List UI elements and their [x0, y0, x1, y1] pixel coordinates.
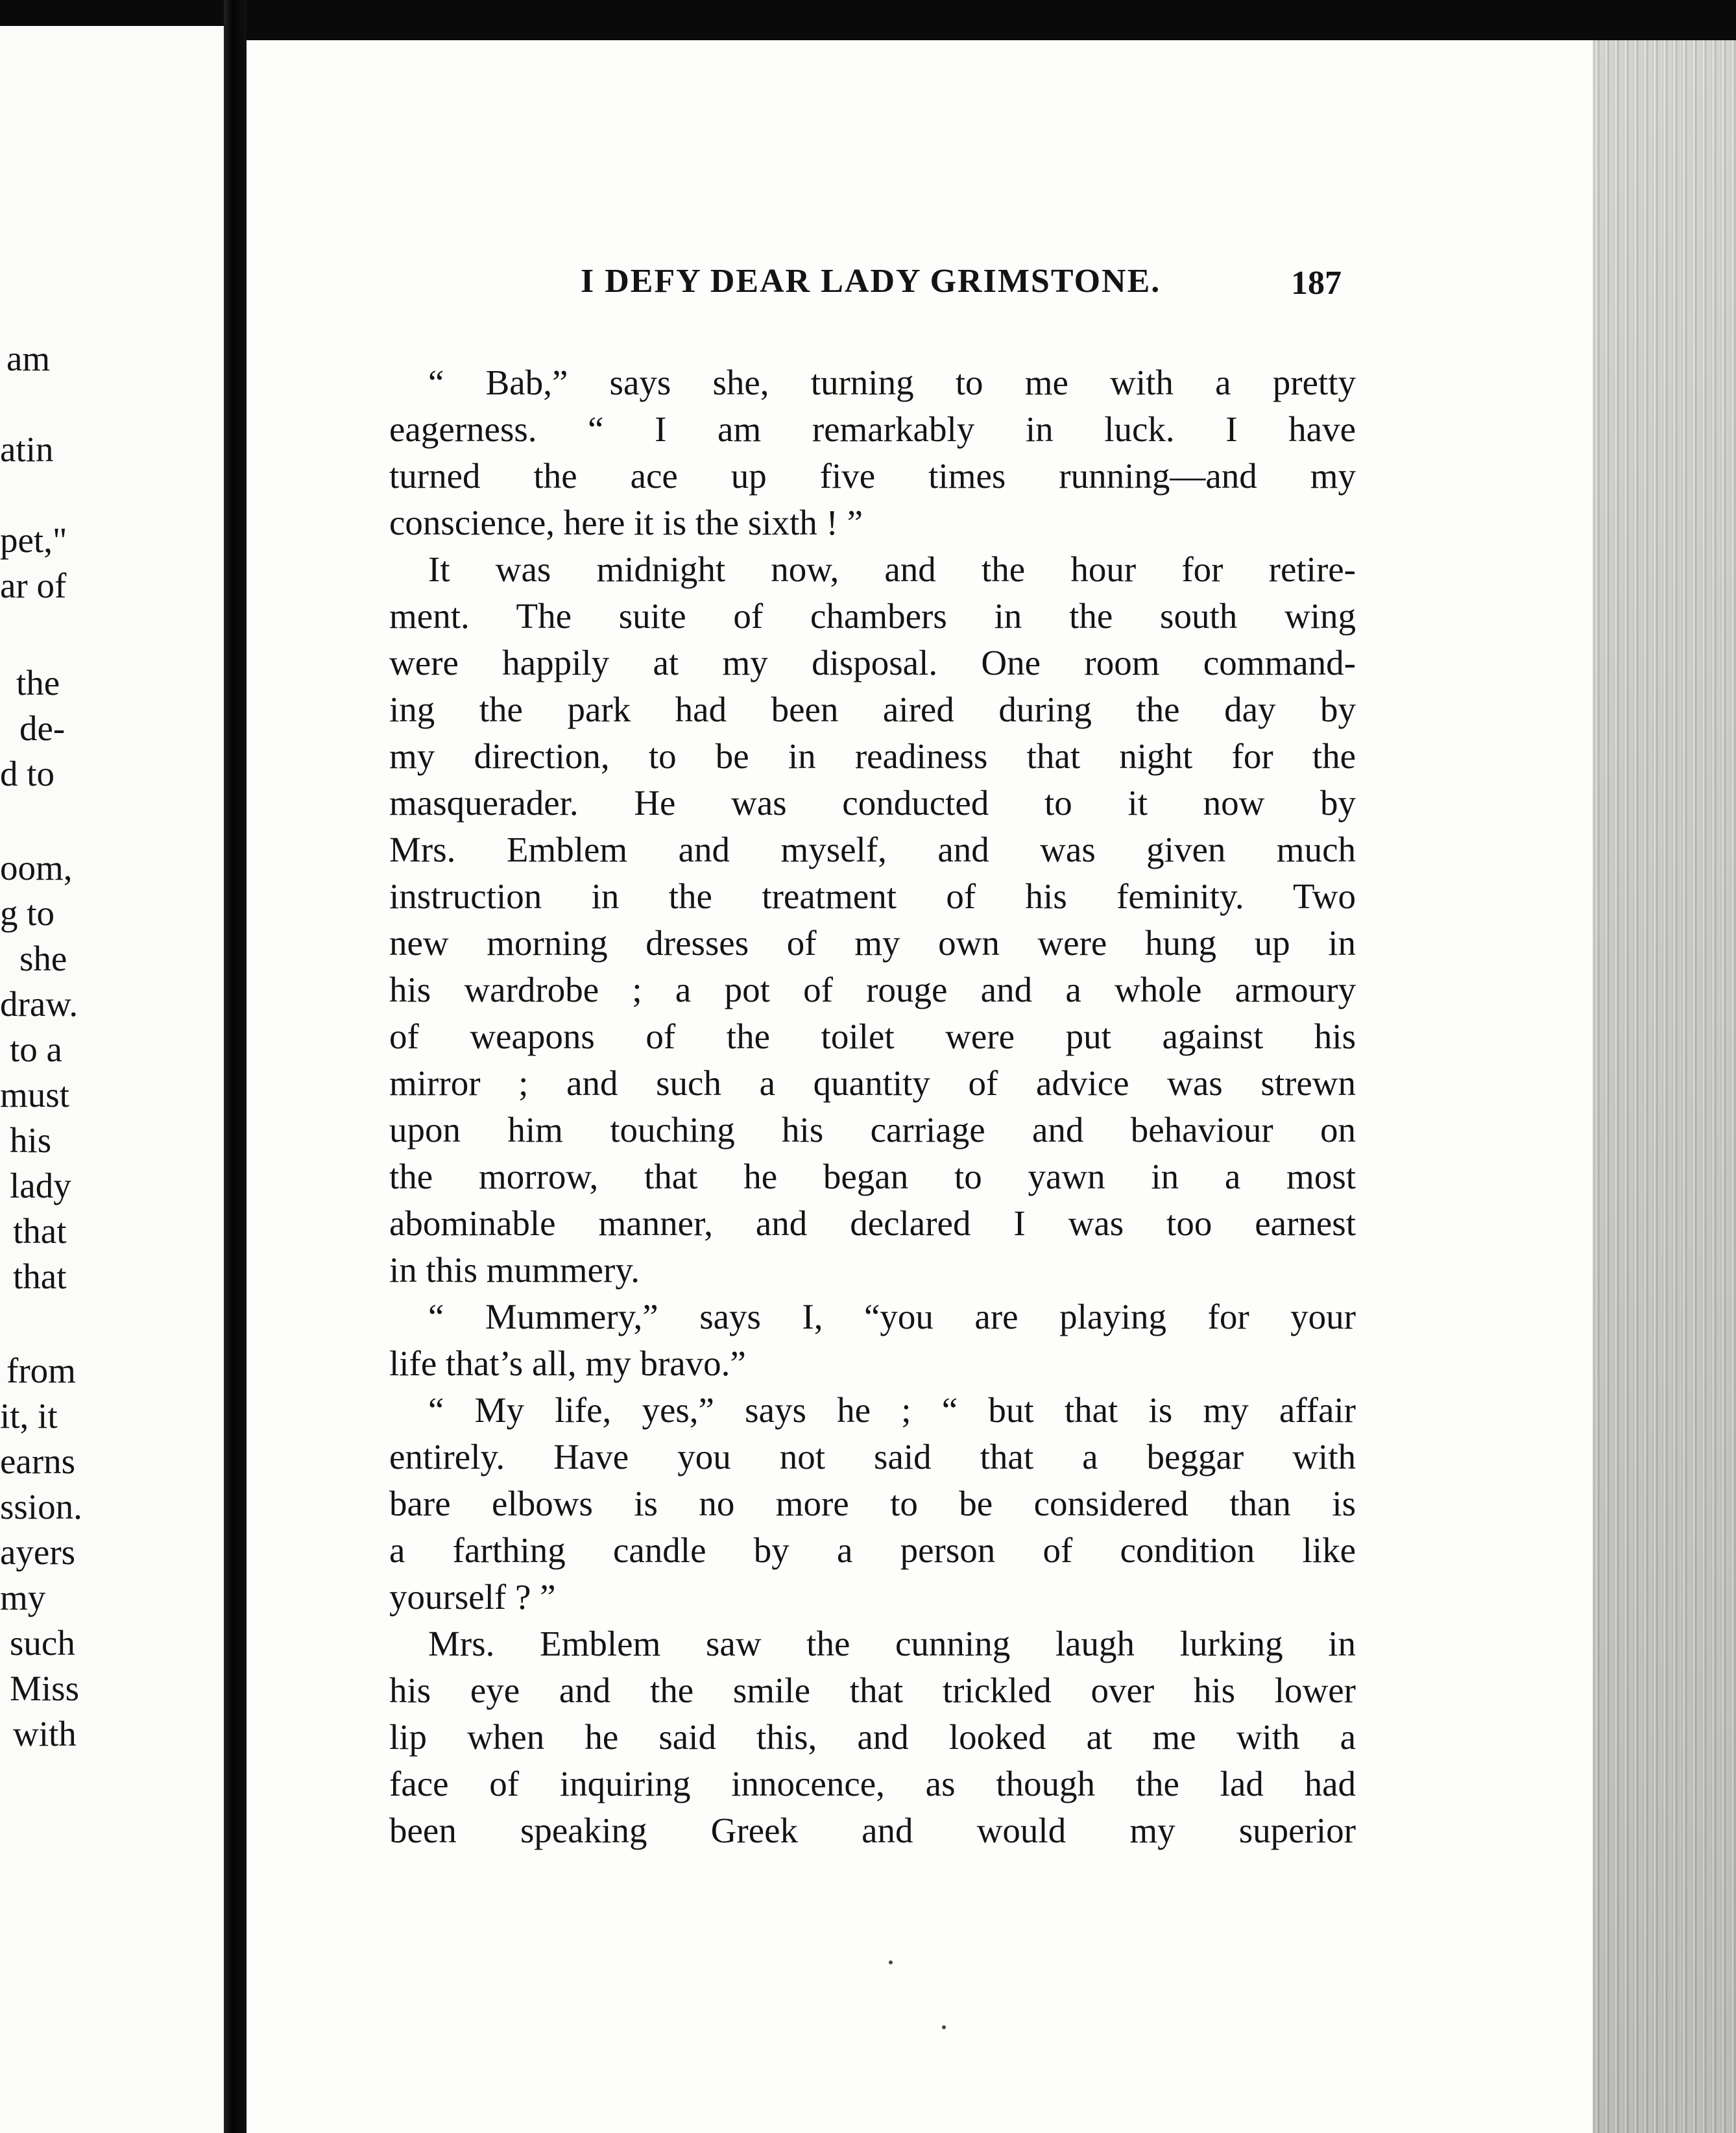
text-line: It was midnight now, and the hour for retire-: [428, 549, 1356, 589]
text-line: “ Mummery,” says I, “you are playing for your: [428, 1297, 1356, 1336]
left-fragment: must: [0, 1075, 69, 1115]
text-line: yourself ? ”: [389, 1577, 556, 1617]
text-line: of weapons of the toilet were put against his: [389, 1017, 1356, 1056]
text-line: lip when he said this, and looked at me with a: [389, 1717, 1356, 1757]
page-number: 187: [1291, 265, 1342, 302]
left-fragment: his: [10, 1120, 52, 1160]
text-line: Mrs. Emblem saw the cunning laugh lurking in: [428, 1624, 1356, 1663]
text-line: Mrs. Emblem and myself, and was given much: [389, 830, 1356, 869]
text-line: abominable manner, and declared I was too earnest: [389, 1203, 1356, 1243]
left-fragment: she: [19, 939, 67, 978]
left-fragment: to a: [10, 1030, 62, 1069]
text-line: eagerness. “ I am remarkably in luck. I have: [389, 409, 1356, 449]
paper-speck: [889, 1960, 893, 1964]
text-line: turned the ace up five times running—and my: [389, 456, 1356, 496]
left-fragment: ssion.: [0, 1487, 82, 1526]
left-fragment: such: [10, 1623, 75, 1663]
left-fragment: oom,: [0, 848, 73, 887]
text-line: the morrow, that he began to yawn in a most: [389, 1157, 1356, 1196]
left-fragment: with: [13, 1714, 77, 1753]
paper-speck: [942, 2025, 946, 2029]
left-fragment: earns: [0, 1441, 76, 1481]
text-line: my direction, to be in readiness that night for the: [389, 736, 1356, 776]
left-fragment: atin: [0, 429, 54, 469]
left-fragment: my: [0, 1578, 46, 1617]
right-page: [247, 40, 1596, 2133]
left-fragment: ar of: [0, 566, 67, 605]
left-fragment: lady: [10, 1166, 71, 1205]
left-fragment: that: [13, 1257, 67, 1296]
left-fragment: d to: [0, 754, 55, 793]
left-fragment: Miss: [10, 1669, 79, 1708]
text-line: mirror ; and such a quantity of advice was strewn: [389, 1063, 1356, 1103]
text-line: face of inquiring innocence, as though the lad had: [389, 1764, 1356, 1803]
text-line: his wardrobe ; a pot of rouge and a whole armoury: [389, 970, 1356, 1009]
text-line: masquerader. He was conducted to it now by: [389, 783, 1356, 823]
left-fragment: am: [6, 339, 51, 378]
left-fragment: draw.: [0, 984, 78, 1024]
text-line: ing the park had been aired during the day by: [389, 690, 1356, 729]
left-fragment: ayers: [0, 1532, 76, 1572]
text-line: new morning dresses of my own were hung up in: [389, 923, 1356, 963]
left-fragment: from: [6, 1351, 76, 1390]
text-line: “ My life, yes,” says he ; “ but that is my affair: [428, 1390, 1356, 1430]
page-stack-edge: [1593, 40, 1736, 2133]
left-fragment: it, it: [0, 1396, 58, 1436]
left-fragment: g to: [0, 893, 55, 933]
text-line: ment. The suite of chambers in the south wing: [389, 596, 1356, 636]
text-line: in this mummery.: [389, 1250, 640, 1290]
text-line: were happily at my disposal. One room command-: [389, 643, 1356, 682]
text-line: instruction in the treatment of his feminity. Two: [389, 876, 1356, 916]
text-line: been speaking Greek and would my superior: [389, 1811, 1356, 1850]
running-head: I DEFY DEAR LADY GRIMSTONE.: [581, 263, 1161, 300]
text-line: life that’s all, my bravo.”: [389, 1344, 746, 1383]
left-fragment: pet,": [0, 520, 67, 560]
text-line: his eye and the smile that trickled over his lower: [389, 1670, 1356, 1710]
text-line: upon him touching his carriage and behaviour on: [389, 1110, 1356, 1150]
text-line: conscience, here it is the sixth ! ”: [389, 503, 863, 542]
text-line: entirely. Have you not said that a beggar with: [389, 1437, 1356, 1476]
book-gutter: [224, 0, 247, 2133]
text-line: “ Bab,” says she, turning to me with a pretty: [428, 363, 1356, 402]
left-fragment: de-: [19, 708, 66, 748]
text-line: bare elbows is no more to be considered than is: [389, 1484, 1356, 1523]
left-page: [0, 26, 224, 2133]
text-line: a farthing candle by a person of condition like: [389, 1530, 1356, 1570]
left-page-text-fragments: [0, 26, 224, 2133]
left-fragment: the: [16, 663, 60, 703]
left-fragment: that: [13, 1211, 67, 1251]
